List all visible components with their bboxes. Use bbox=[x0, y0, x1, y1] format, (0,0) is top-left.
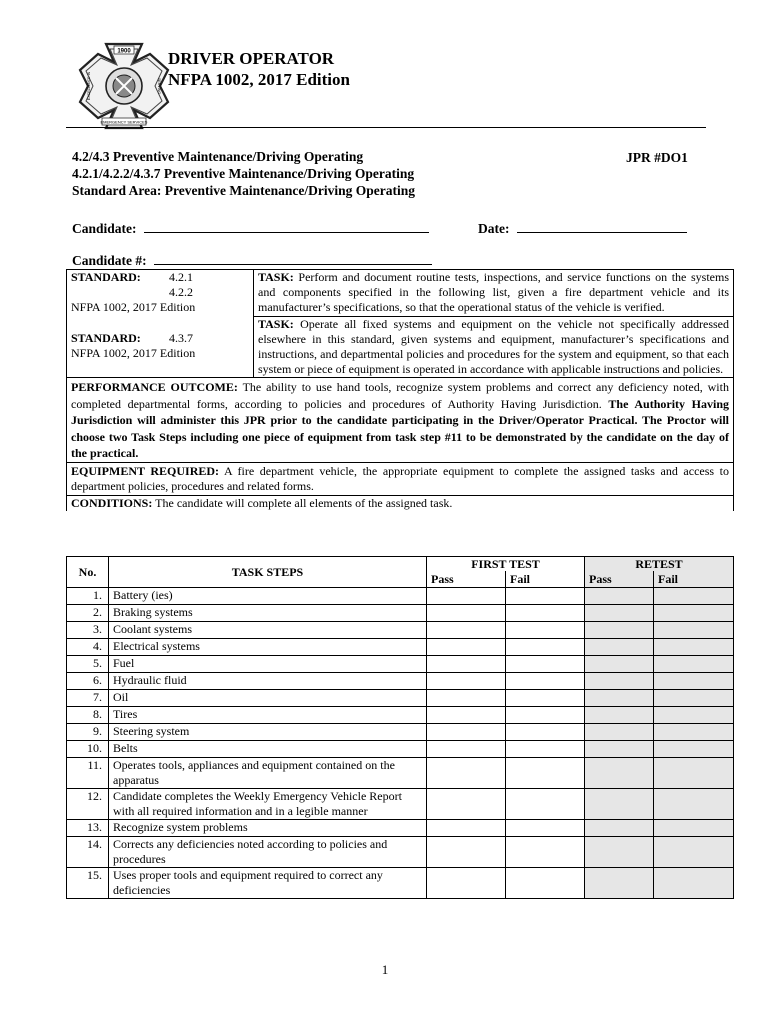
retest-pass-cell[interactable] bbox=[585, 673, 654, 690]
equipment-text: A fire department vehicle, the appropriate equipment to complete the assigned tasks and access to department policies, procedures and related forms. bbox=[71, 463, 729, 493]
logo-year: 1900 bbox=[117, 48, 131, 55]
standard-row-1 bbox=[67, 270, 734, 317]
step-description: Oil bbox=[109, 690, 427, 707]
candidate-number-blank[interactable] bbox=[154, 252, 432, 265]
standard-cell-1 bbox=[67, 270, 254, 317]
first-pass-cell[interactable] bbox=[427, 622, 506, 639]
task-label: TASK: bbox=[258, 317, 294, 331]
retest-fail-cell[interactable] bbox=[654, 707, 734, 724]
equipment-required bbox=[67, 462, 734, 495]
retest-fail-cell[interactable] bbox=[654, 605, 734, 622]
first-fail-cell[interactable] bbox=[506, 622, 585, 639]
page-number: 1 bbox=[381, 962, 389, 977]
retest-fail-cell[interactable] bbox=[654, 837, 734, 868]
step-description: Electrical systems bbox=[109, 639, 427, 656]
retest-pass-cell[interactable] bbox=[585, 837, 654, 868]
candidate-number-label: Candidate #: bbox=[72, 253, 147, 268]
task-steps-header: TASK STEPS bbox=[109, 557, 427, 588]
retest-fail-cell[interactable] bbox=[654, 724, 734, 741]
task-step-row bbox=[67, 656, 734, 673]
task-step-row bbox=[67, 605, 734, 622]
equipment-row bbox=[67, 462, 734, 495]
task-step-row bbox=[67, 639, 734, 656]
conditions bbox=[67, 495, 734, 511]
candidate-label: Candidate: bbox=[72, 221, 137, 236]
step-description: Fuel bbox=[109, 656, 427, 673]
candidate-number-field[interactable] bbox=[72, 252, 432, 269]
equipment-label: EQUIPMENT REQUIRED: bbox=[71, 463, 220, 478]
step-number: 12. bbox=[67, 789, 109, 820]
first-pass-cell[interactable] bbox=[427, 868, 506, 899]
first-fail-cell[interactable] bbox=[506, 605, 585, 622]
standard-edition: NFPA 1002, 2017 Edition bbox=[71, 300, 196, 314]
date-blank[interactable] bbox=[517, 220, 687, 233]
task-step-row bbox=[67, 673, 734, 690]
step-description: Corrects any deficiencies noted according to policies and procedures bbox=[109, 837, 427, 868]
first-pass-cell[interactable] bbox=[427, 837, 506, 868]
first-pass-cell[interactable] bbox=[427, 820, 506, 837]
retest-pass-cell[interactable] bbox=[585, 690, 654, 707]
task-step-row bbox=[67, 724, 734, 741]
retest-fail-cell[interactable] bbox=[654, 820, 734, 837]
step-number: 13. bbox=[67, 820, 109, 837]
jpr-number: JPR #DO1 bbox=[626, 150, 688, 165]
retest-pass-cell[interactable] bbox=[585, 605, 654, 622]
standard-code: 4.2.2 bbox=[169, 285, 193, 299]
task-step-row bbox=[67, 837, 734, 868]
first-pass-cell[interactable] bbox=[427, 639, 506, 656]
task-step-row bbox=[67, 690, 734, 707]
standard-code: 4.3.7 bbox=[169, 330, 193, 345]
task-step-row bbox=[67, 622, 734, 639]
step-number: 14. bbox=[67, 837, 109, 868]
title-line-1: DRIVER OPERATOR bbox=[168, 49, 335, 68]
step-description: Candidate completes the Weekly Emergency Vehicle Report with all required information and in a legible manner bbox=[109, 789, 427, 820]
first-pass-cell[interactable] bbox=[427, 673, 506, 690]
retest-pass-cell[interactable] bbox=[585, 741, 654, 758]
first-fail-cell[interactable] bbox=[506, 868, 585, 899]
retest-pass-cell[interactable] bbox=[585, 656, 654, 673]
first-pass-cell[interactable] bbox=[427, 724, 506, 741]
retest-fail-cell[interactable] bbox=[654, 758, 734, 789]
step-description: Tires bbox=[109, 707, 427, 724]
task-step-row bbox=[67, 758, 734, 789]
retest-pass-cell[interactable] bbox=[585, 724, 654, 741]
step-description: Recognize system problems bbox=[109, 820, 427, 837]
performance-row bbox=[67, 378, 734, 463]
retest-pass-cell[interactable] bbox=[585, 868, 654, 899]
step-number: 11. bbox=[67, 758, 109, 789]
section-line-1: 4.2/4.3 Preventive Maintenance/Driving Operating bbox=[72, 149, 364, 164]
task-text: Perform and document routine tests, inspections, and service functions on the systems and components specified in the following list, given a fire department vehicle and its manufacturer’s specifications, so that the operational status of the vehicle is verified. bbox=[258, 270, 729, 314]
first-fail-cell[interactable] bbox=[506, 656, 585, 673]
performance-outcome bbox=[67, 378, 734, 463]
standard-code: 4.2.1 bbox=[169, 270, 193, 284]
retest-fail-cell[interactable] bbox=[654, 868, 734, 899]
title-line-2: NFPA 1002, 2017 Edition bbox=[168, 70, 350, 89]
first-fail-cell[interactable] bbox=[506, 789, 585, 820]
standard-row-2 bbox=[67, 317, 734, 378]
retest-fail-cell[interactable] bbox=[654, 741, 734, 758]
step-description: Operates tools, appliances and equipment contained on the apparatus bbox=[109, 758, 427, 789]
first-pass-cell[interactable] bbox=[427, 789, 506, 820]
logo-right-text: SERVING bbox=[157, 77, 161, 95]
logo-bottom-text: EMERGENCY SERVICES bbox=[100, 119, 148, 125]
first-pass-cell[interactable] bbox=[427, 588, 506, 605]
section-heading bbox=[72, 148, 415, 199]
step-number: 6. bbox=[67, 673, 109, 690]
maltese-cross-logo bbox=[76, 40, 172, 130]
date-label: Date: bbox=[478, 221, 510, 236]
retest-pass-cell[interactable] bbox=[585, 820, 654, 837]
first-fail-cell[interactable] bbox=[506, 758, 585, 789]
retest-fail-cell[interactable] bbox=[654, 656, 734, 673]
candidate-field[interactable] bbox=[72, 220, 429, 237]
performance-bold-text: The Authority Having Jurisdiction will administer this JPR prior to the candidate participating in the Driver/Operator Practical. The Proctor will choose two Task Steps including one piece of equipment from task step #11 to be demonstrated by the candidate on the day of the practical. bbox=[71, 396, 730, 460]
first-fail-cell[interactable] bbox=[506, 588, 585, 605]
standard-cell-2 bbox=[67, 317, 254, 378]
task-label: TASK: bbox=[258, 270, 294, 284]
task-cell-2 bbox=[254, 317, 734, 378]
conditions-row bbox=[67, 495, 734, 511]
task-cell-1 bbox=[254, 270, 734, 317]
first-pass-cell[interactable] bbox=[427, 605, 506, 622]
first-pass-cell[interactable] bbox=[427, 690, 506, 707]
retest-fail-header: Fail bbox=[654, 571, 734, 588]
first-fail-cell[interactable] bbox=[506, 673, 585, 690]
section-line-2: 4.2.1/4.2.2/4.3.7 Preventive Maintenance/Driving Operating bbox=[72, 166, 415, 181]
first-pass-cell[interactable] bbox=[427, 656, 506, 673]
first-fail-cell[interactable] bbox=[506, 690, 585, 707]
retest-pass-cell[interactable] bbox=[585, 588, 654, 605]
first-pass-cell[interactable] bbox=[427, 707, 506, 724]
jpr-details-table bbox=[66, 269, 734, 511]
task-step-row bbox=[67, 820, 734, 837]
retest-pass-cell[interactable] bbox=[585, 758, 654, 789]
retest-header: RETEST bbox=[585, 557, 734, 572]
task-text: Operate all fixed systems and equipment on the vehicle not specifically addressed elsewhere in this standard, given systems and equipment, manufacturer’s specifications and instructions, and departmental policies and procedures for the system and equipment, so that each system or piece of equipment is operated in accordance with applicable instructions and policies. bbox=[258, 317, 729, 376]
retest-pass-cell[interactable] bbox=[585, 789, 654, 820]
document-title bbox=[168, 48, 350, 90]
logo-left-text: EXCELLENCE IN bbox=[87, 71, 91, 101]
step-description: Steering system bbox=[109, 724, 427, 741]
step-number: 4. bbox=[67, 639, 109, 656]
standard-label: STANDARD: bbox=[71, 330, 141, 345]
first-fail-cell[interactable] bbox=[506, 707, 585, 724]
task-steps-body bbox=[67, 588, 734, 899]
first-test-header: FIRST TEST bbox=[427, 557, 585, 572]
task-step-row bbox=[67, 707, 734, 724]
retest-fail-cell[interactable] bbox=[654, 622, 734, 639]
step-number: 10. bbox=[67, 741, 109, 758]
first-pass-cell[interactable] bbox=[427, 741, 506, 758]
retest-fail-cell[interactable] bbox=[654, 673, 734, 690]
step-description: Braking systems bbox=[109, 605, 427, 622]
header-row-1 bbox=[67, 557, 734, 572]
step-number: 15. bbox=[67, 868, 109, 899]
retest-fail-cell[interactable] bbox=[654, 639, 734, 656]
step-number: 2. bbox=[67, 605, 109, 622]
standard-label: STANDARD: bbox=[71, 270, 141, 284]
retest-pass-cell[interactable] bbox=[585, 639, 654, 656]
step-description: Belts bbox=[109, 741, 427, 758]
retest-fail-cell[interactable] bbox=[654, 690, 734, 707]
task-step-row bbox=[67, 789, 734, 820]
header-divider bbox=[66, 127, 706, 128]
task-step-row bbox=[67, 868, 734, 899]
task-steps-table bbox=[66, 556, 734, 899]
step-description: Hydraulic fluid bbox=[109, 673, 427, 690]
candidate-blank[interactable] bbox=[144, 220, 429, 233]
step-number: 7. bbox=[67, 690, 109, 707]
step-description: Coolant systems bbox=[109, 622, 427, 639]
task-step-row bbox=[67, 741, 734, 758]
step-description: Battery (ies) bbox=[109, 588, 427, 605]
date-field[interactable] bbox=[478, 220, 687, 237]
no-header: No. bbox=[67, 557, 109, 588]
step-description: Uses proper tools and equipment required to correct any deficiencies bbox=[109, 868, 427, 899]
retest-pass-cell[interactable] bbox=[585, 622, 654, 639]
conditions-text: The candidate will complete all elements of the assigned task. bbox=[155, 495, 453, 510]
first-fail-cell[interactable] bbox=[506, 724, 585, 741]
step-number: 1. bbox=[67, 588, 109, 605]
task-step-row bbox=[67, 588, 734, 605]
conditions-label: CONDITIONS: bbox=[71, 495, 153, 510]
step-number: 5. bbox=[67, 656, 109, 673]
retest-fail-cell[interactable] bbox=[654, 789, 734, 820]
performance-text: The ability to use hand tools, recognize system problems and correct any deficiency noted, with completed departmental forms, according to policies and procedures of Authority Having Jurisdiction. bbox=[71, 380, 729, 411]
first-fail-cell[interactable] bbox=[506, 741, 585, 758]
retest-fail-cell[interactable] bbox=[654, 588, 734, 605]
first-pass-header: Pass bbox=[427, 571, 506, 588]
retest-pass-header: Pass bbox=[585, 571, 654, 588]
step-number: 3. bbox=[67, 622, 109, 639]
step-number: 9. bbox=[67, 724, 109, 741]
section-line-3: Standard Area: Preventive Maintenance/Driving Operating bbox=[72, 183, 415, 198]
first-fail-header: Fail bbox=[506, 571, 585, 588]
step-number: 8. bbox=[67, 707, 109, 724]
first-fail-cell[interactable] bbox=[506, 820, 585, 837]
standard-edition: NFPA 1002, 2017 Edition bbox=[71, 345, 196, 360]
retest-pass-cell[interactable] bbox=[585, 707, 654, 724]
first-pass-cell[interactable] bbox=[427, 758, 506, 789]
first-fail-cell[interactable] bbox=[506, 837, 585, 868]
performance-label: PERFORMANCE OUTCOME: bbox=[71, 380, 238, 394]
first-fail-cell[interactable] bbox=[506, 639, 585, 656]
